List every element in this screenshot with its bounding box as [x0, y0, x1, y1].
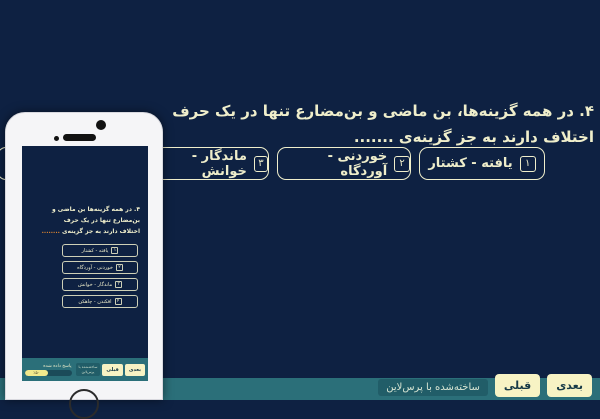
phone-answered-label: پاسخ داده شده: [43, 363, 72, 369]
phone-option-4-label: افکندن - چاهکن: [78, 298, 112, 305]
porsline-credit-badge[interactable]: ساخته‌شده با پرس‌لاین: [378, 379, 488, 396]
phone-question-line1: ۴. در همه گزینه‌ها بن ماضی و بن‌مضارع تنها در یک حرف: [51, 206, 140, 224]
phone-sensor-dot-icon: [54, 136, 59, 141]
option-3-label: ماندگار - خوانش: [191, 148, 247, 179]
phone-mockup: [5, 112, 163, 400]
question-text: ۴. در همه گزینه‌ها، بن ماضی و بن‌مضارع تنها در یک حرف اختلاف دارند به جز گزینه‌ی .......: [172, 102, 594, 146]
phone-option-2[interactable]: [62, 261, 138, 274]
phone-credit-line1: ساخته‌شده با: [78, 365, 98, 369]
phone-screen: [22, 146, 148, 381]
phone-option-3-key-badge: ۳: [115, 281, 122, 288]
phone-next-button[interactable]: بعدی: [125, 364, 145, 376]
phone-progress-track: [25, 370, 72, 376]
option-3-key-badge: ۳: [254, 156, 268, 172]
phone-question-text: [28, 204, 140, 237]
phone-credit-line2: پرس‌لاین: [81, 369, 95, 374]
phone-option-1-label: یافته - کشتار: [81, 247, 109, 254]
phone-option-1-key-badge: ۱: [111, 247, 118, 254]
option-3[interactable]: [155, 147, 269, 180]
phone-options-list: [22, 244, 148, 308]
option-1-label: یافته - کشتار: [428, 156, 513, 171]
phone-option-3-label: ماندگار - خوانش: [77, 281, 113, 288]
option-2-key-badge: ۲: [394, 156, 410, 172]
phone-option-2-key-badge: ۲: [116, 264, 123, 271]
phone-option-2-label: خوردنی - آوردگاه: [77, 264, 113, 271]
phone-camera-icon: [96, 120, 106, 130]
phone-speaker-icon: [63, 134, 96, 141]
phone-option-3[interactable]: [62, 278, 138, 291]
phone-progress-fill: ٪۵۰: [25, 370, 48, 376]
phone-previous-button[interactable]: قبلی: [102, 364, 122, 376]
option-1[interactable]: [419, 147, 545, 180]
phone-progress-block: [25, 364, 72, 376]
phone-question-dots: ........: [41, 228, 60, 235]
phone-home-button-icon: [69, 389, 99, 419]
previous-button[interactable]: قبلی: [495, 374, 540, 397]
phone-question-line2: اختلاف دارند به جز گزینه‌ی: [61, 228, 140, 235]
option-1-key-badge: ۱: [520, 156, 536, 172]
next-button[interactable]: بعدی: [547, 374, 592, 397]
phone-option-1[interactable]: [62, 244, 138, 257]
option-2-label: خوردنی - آوردگاه: [327, 148, 388, 179]
phone-option-4[interactable]: [62, 295, 138, 308]
phone-porsline-credit-badge[interactable]: [76, 363, 101, 376]
phone-option-4-key-badge: ۴: [115, 298, 122, 305]
option-2[interactable]: [277, 147, 411, 180]
phone-bottom-bar: [22, 358, 148, 381]
